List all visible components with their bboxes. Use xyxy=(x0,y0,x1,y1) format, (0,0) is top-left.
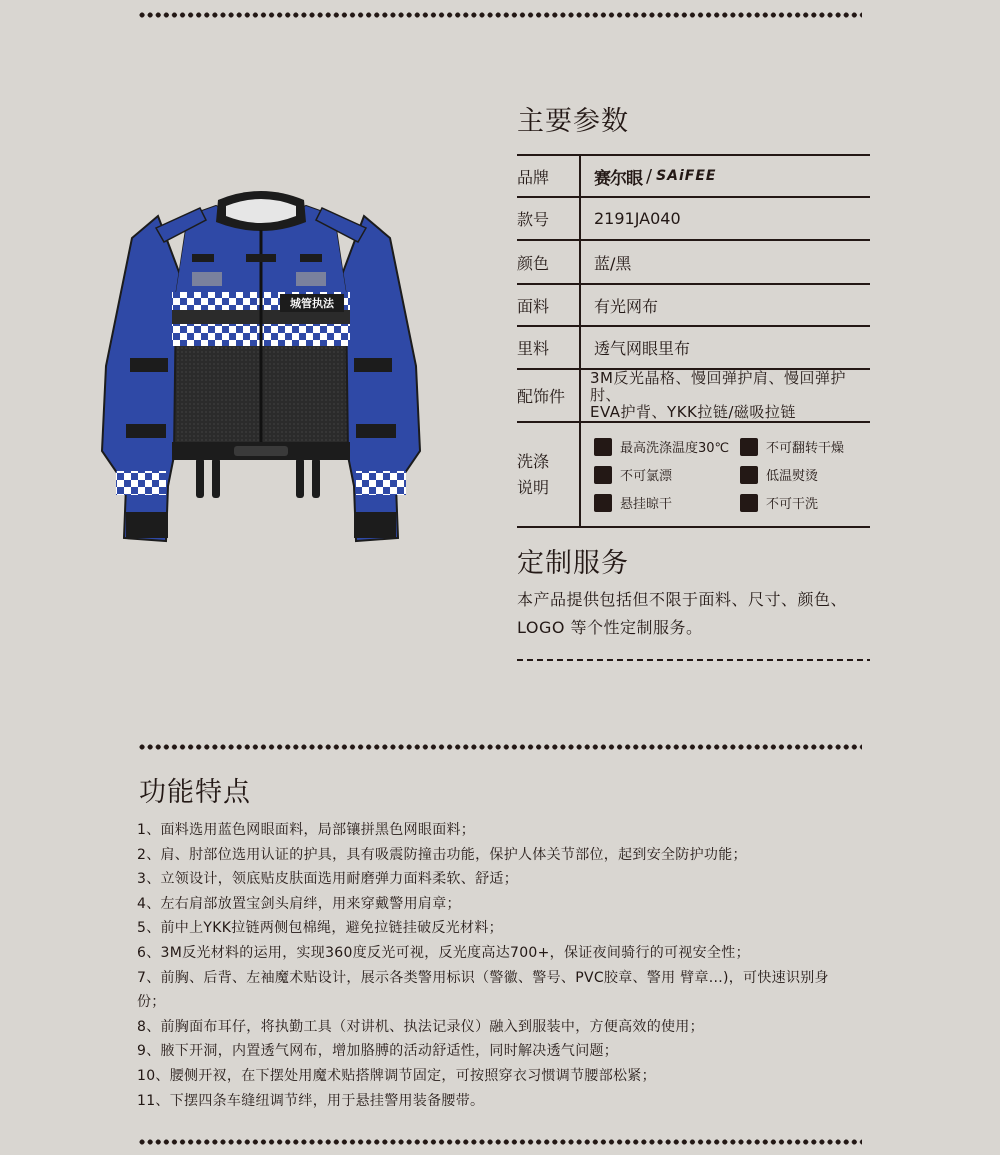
feature-item: 10、腰侧开衩，在下摆处用魔术贴搭牌调节固定，可按照穿衣习惯调节腰部松紧； xyxy=(137,1067,656,1084)
color-value: 蓝/黑 xyxy=(580,240,870,284)
law-patch-text: 城管执法 xyxy=(290,297,334,310)
specs-row-fabric xyxy=(517,284,870,326)
no-dry-clean-icon xyxy=(740,494,758,512)
feature-item: 份； xyxy=(137,994,166,1011)
right-elbow-strap xyxy=(354,358,392,372)
feature-item: 5、前中上YKK拉链两侧包棉绳，避免拉链挂破反光材料； xyxy=(137,920,503,937)
specs-row-brand xyxy=(517,155,870,197)
wash-item: 不可翻转干燥 xyxy=(740,437,860,456)
wash-item: 不可干洗 xyxy=(740,493,860,512)
wash-tub-icon xyxy=(594,438,612,456)
bottom-divider xyxy=(138,1139,862,1145)
feature-item: 1、面料选用蓝色网眼面料，局部镶拼黑色网眼面料； xyxy=(137,822,476,838)
feature-item: 4、左右肩部放置宝剑头肩绊，用来穿戴警用肩章； xyxy=(137,895,461,912)
wash-item: 低温熨烫 xyxy=(740,465,860,484)
brand-en: SAiFEE xyxy=(656,168,717,184)
specs-title: 主要参数 xyxy=(517,106,629,137)
brand-cn: 赛尔眼 xyxy=(594,168,642,189)
specs-row-accessories xyxy=(517,369,870,422)
custom-description: 本产品提供包括但不限于面料、尺寸、颜色、 LOGO 等个性定制服务。 xyxy=(517,590,848,637)
right-cuff xyxy=(354,512,396,538)
specs-row-washing xyxy=(517,422,870,527)
no-tumble-dry-icon xyxy=(740,438,758,456)
feature-item: 2、肩、肘部位选用认证的护具，具有吸震防撞击功能，保护人体关节部位，起到安全防护功能； xyxy=(137,846,747,863)
feature-item: 3、立领设计，领底贴皮肤面选用耐磨弹力面料柔软、舒适； xyxy=(137,871,519,888)
wash-item: 不可氯漂 xyxy=(594,465,740,484)
brand-logo xyxy=(594,164,870,189)
top-divider xyxy=(138,12,862,18)
color-label: 颜色 xyxy=(517,240,580,284)
lining-label: 里料 xyxy=(517,326,580,369)
washing-instructions xyxy=(581,433,870,516)
specs-row-color xyxy=(517,240,870,284)
accessories-line-1: 3M反光晶格、慢回弹护肩、慢回弹护肘、 xyxy=(590,369,846,404)
left-elbow-strap xyxy=(130,358,168,372)
features-top-divider xyxy=(138,744,862,750)
feature-item: 6、3M反光材料的运用，实现360度反光可视，反光度高达700+，保证夜间骑行的可视安全性； xyxy=(137,944,750,961)
model-value: 2191JA040 xyxy=(580,197,870,240)
left-sleeve-reflective xyxy=(116,471,166,495)
features-list xyxy=(137,818,867,1113)
accessories-value xyxy=(580,369,870,422)
fabric-label: 面料 xyxy=(517,284,580,326)
custom-divider xyxy=(517,659,870,661)
wash-item: 最高洗涤温度30℃ xyxy=(594,437,740,456)
specs-table xyxy=(517,154,870,528)
accessories-line-2: EVA护背、YKK拉链/磁吸拉链 xyxy=(590,403,796,421)
model-label: 款号 xyxy=(517,197,580,240)
jacket-illustration xyxy=(96,186,426,550)
left-cuff xyxy=(126,512,168,538)
fabric-value: 有光网布 xyxy=(580,284,870,326)
specs-row-lining xyxy=(517,326,870,369)
feature-item: 11、下摆四条车缝纽调节绊，用于悬挂警用装备腰带。 xyxy=(137,1092,485,1109)
left-forearm-strap xyxy=(126,424,166,438)
hang-dry-icon xyxy=(594,494,612,512)
right-sleeve-reflective xyxy=(356,471,406,495)
specs-row-model xyxy=(517,197,870,240)
feature-item: 8、前胸面布耳仔，将执勤工具（对讲机、执法记录仪）融入到服装中，方便高效的使用； xyxy=(137,1018,704,1035)
no-bleach-icon xyxy=(594,466,612,484)
feature-item: 7、前胸、后背、左袖魔术贴设计，展示各类警用标识（警徽、警号、PVC胶章、警用 臂章...)，可快速识别身 xyxy=(137,969,829,986)
feature-item: 9、腋下开洞，内置透气网布，增加胳膊的活动舒适性，同时解决透气问题； xyxy=(137,1043,619,1060)
brand-label: 品牌 xyxy=(517,155,580,197)
right-forearm-strap xyxy=(356,424,396,438)
washing-label: 洗涤 说明 xyxy=(517,422,580,527)
accessories-label: 配饰件 xyxy=(517,369,580,422)
brand-slash: / xyxy=(646,165,653,187)
wash-item: 悬挂晾干 xyxy=(594,493,740,512)
low-iron-icon xyxy=(740,466,758,484)
lining-value: 透气网眼里布 xyxy=(580,326,870,369)
hem-loops xyxy=(196,458,320,498)
features-title: 功能特点 xyxy=(139,777,251,808)
custom-title: 定制服务 xyxy=(517,548,629,579)
